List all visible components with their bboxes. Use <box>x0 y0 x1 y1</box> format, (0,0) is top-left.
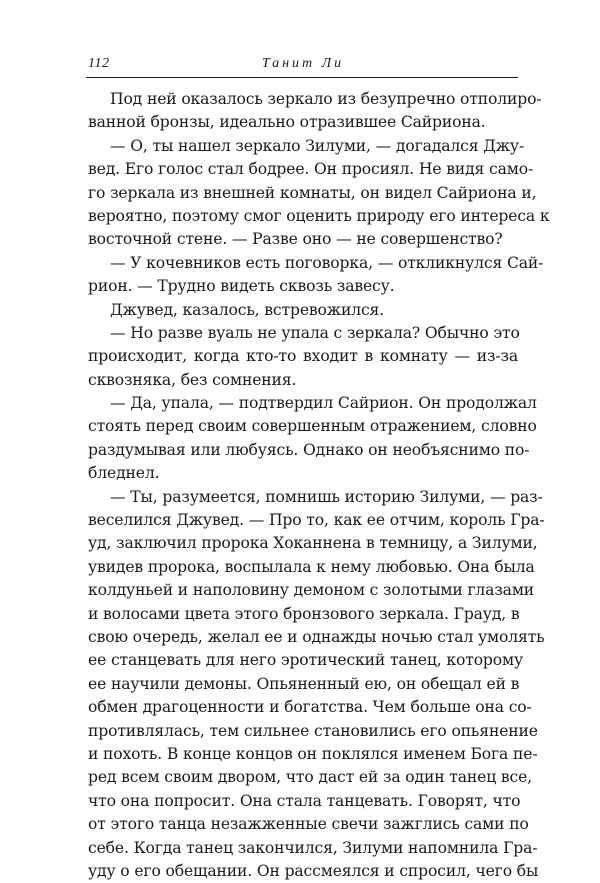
text-line: от этого танца незажженные свечи зажглись сами по <box>88 815 529 834</box>
text-line: Под ней оказалось зеркало из безупречно отполиро- <box>110 90 542 108</box>
text-line: — Ты, разумеется, помнишь историю Зилуми, — раз- <box>110 487 543 506</box>
page-number: 112 <box>88 56 110 71</box>
text-line: и похоть. В конце концов он поклялся именем Бога пе- <box>88 744 538 763</box>
body-text <box>88 88 550 883</box>
text-line: веселился Джувед. — Про то, как ее отчим, король Гра- <box>88 511 545 530</box>
text-line: вероятно, поэтому смог оценить природу его интереса к <box>88 206 550 225</box>
text-line: происходит, когда кто-то входит в комнату — из-за <box>88 347 518 366</box>
text-line: увидев пророка, воспылала к нему любовью. Она была <box>88 557 535 576</box>
text-line: — У кочевников есть поговорка, — откликнулся Сай- <box>110 253 544 272</box>
running-head <box>88 52 518 76</box>
header-author: Танит Ли <box>261 56 345 71</box>
text-line: рион. — Трудно видеть сквозь завесу. <box>88 277 395 296</box>
text-line: свою очередь, желал ее и однажды ночью стал умолять <box>88 627 545 646</box>
text-line: уду о его обещании. Он рассмеялся и спросил, чего бы <box>88 861 539 880</box>
text-line: ее станцевать для него эротический танец, которому <box>88 651 524 670</box>
text-line: раздумывая или любуясь. Однако он необъяснимо по- <box>88 440 530 459</box>
text-line: сквозняка, без сомнения. <box>88 370 297 389</box>
text-line: обмен драгоценности и богатства. Чем больше она со- <box>88 698 532 717</box>
text-line: уд, заключил пророка Хоканнена в темницу, а Зилуми, <box>88 534 538 553</box>
text-line: и волосами цвета этого бронзового зеркала. Грауд, в <box>88 604 520 623</box>
text-line: — Но разве вуаль не упала с зеркала? Обычно это <box>110 323 520 342</box>
text-line: что она попросит. Она стала танцевать. Говорят, что <box>88 791 521 810</box>
text-line: противлялась, тем сильнее становились его опьянение <box>88 721 538 740</box>
text-line: вед. Его голос стал бодрее. Он просиял. Не видя само- <box>88 160 534 179</box>
text-line: ее научили демоны. Опьяненный ею, он обещал ей в <box>88 674 520 693</box>
text-line: — О, ты нашел зеркало Зилуми, — догадался Джу- <box>110 136 525 155</box>
text-line: ред всем своим двором, что даст ей за один танец все, <box>88 768 533 787</box>
text-line: бледнел. <box>88 464 160 483</box>
text-line: восточной стене. — Разве оно — не совершенство? <box>88 230 503 249</box>
header-rule <box>86 77 518 78</box>
text-line: стоять перед своим совершенным отражением, словно <box>88 417 537 436</box>
text-line: себе. Когда танец закончился, Зилуми напомнила Гра- <box>88 838 538 857</box>
text-line: ванной бронзы, идеально отразившее Сайриона. <box>88 113 486 132</box>
text-line: Джувед, казалось, встревожился. <box>110 300 385 319</box>
text-line: — Да, упала, — подтвердил Сайрион. Он продолжал <box>110 394 537 413</box>
text-line: колдуньей и наполовину демоном с золотыми глазами <box>88 581 535 600</box>
text-line: го зеркала из внешней комнаты, он видел Сайриона и, <box>88 183 537 202</box>
